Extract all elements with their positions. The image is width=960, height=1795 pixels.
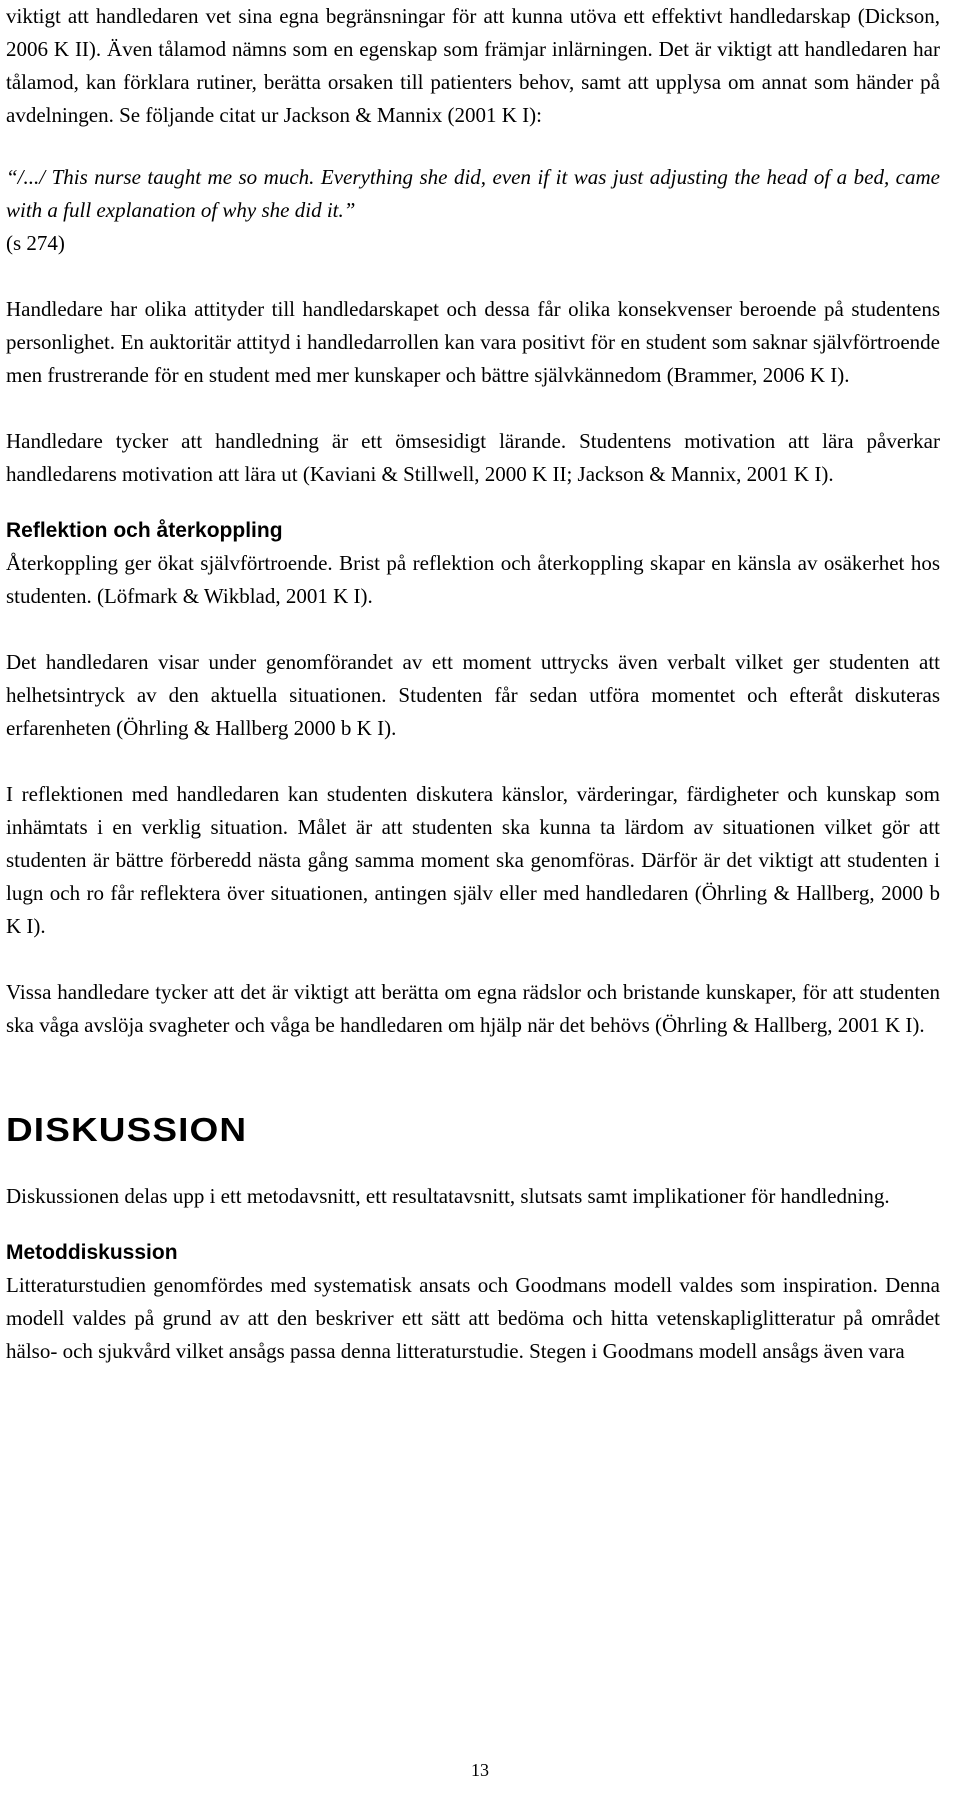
body-paragraph: I reflektionen med handledaren kan studenten diskutera känslor, värderingar, färdigheter och kunskap som inhämtats i en verklig situation. Målet är att studenten ska kunna ta lärdom av situationen vilket gör att studenten är bättre förberedd nästa gång samma moment ska genomföras. Därför är det viktigt att studenten i lugn och ro får reflektera över situationen, antingen själv eller med handledaren (Öhrling & Hallberg, 2000 b K I).	[6, 782, 940, 938]
page-number: 13	[471, 1760, 489, 1780]
section-heading-reflektion: Reflektion och återkoppling	[6, 519, 283, 542]
block-quote: “/.../ This nurse taught me so much. Everything she did, even if it was just adjusting the head of a bed, came with a full explanation of why she did it.”	[6, 165, 940, 222]
body-paragraph: Återkoppling ger ökat självförtroende. Brist på reflektion och återkoppling skapar en känsla av osäkerhet hos studenten. (Löfmark & Wikblad, 2001 K I).	[6, 551, 940, 608]
body-paragraph: Det handledaren visar under genomförandet av ett moment uttrycks även verbalt vilket ger studenten att helhetsintryck av den aktuella situationen. Studenten får sedan utföra momentet och efteråt diskuteras erfarenheten (Öhrling & Hallberg 2000 b K I).	[6, 650, 940, 740]
document-page	[6, 0, 940, 1368]
section-heading-metoddiskussion: Metoddiskussion	[6, 1241, 178, 1264]
body-paragraph: Vissa handledare tycker att det är viktigt att berätta om egna rädslor och bristande kunskaper, för att studenten ska våga avslöja svagheter och våga be handledaren om hjälp när det behövs (Öhrling & Hallberg, 2001 K I).	[6, 980, 940, 1037]
quote-reference: (s 274)	[6, 231, 65, 255]
body-paragraph: Handledare har olika attityder till handledarskapet och dessa får olika konsekvenser beroende på studentens personlighet. En auktoritär attityd i handledarrollen kan vara positivt för en student som saknar självförtroende men frustrerande för en student med mer kunskaper och bättre självkännedom (Brammer, 2006 K I).	[6, 297, 940, 387]
body-paragraph: Diskussionen delas upp i ett metodavsnitt, ett resultatavsnitt, slutsats samt implikationer för handledning.	[6, 1184, 890, 1208]
chapter-heading-diskussion: DISKUSSION	[6, 1111, 248, 1148]
body-paragraph: Litteraturstudien genomfördes med systematisk ansats och Goodmans modell valdes som inspiration. Denna modell valdes på grund av att den beskriver ett sätt att bedöma och hitta vetenskapliglitteratur på området hälso- och sjukvård vilket ansågs passa denna litteraturstudie. Stegen i Goodmans modell ansågs även vara	[6, 1273, 940, 1363]
body-paragraph: viktigt att handledaren vet sina egna begränsningar för att kunna utöva ett effektivt handledarskap (Dickson, 2006 K II). Även tålamod nämns som en egenskap som främjar inlärningen. Det är viktigt att handledaren har tålamod, kan förklara rutiner, berätta orsaken till patienters behov, samt att upplysa om annat som händer på avdelningen. Se följande citat ur Jackson & Mannix (2001 K I):	[6, 4, 940, 127]
body-paragraph: Handledare tycker att handledning är ett ömsesidigt lärande. Studentens motivation att lära påverkar handledarens motivation att lära ut (Kaviani & Stillwell, 2000 K II; Jackson & Mannix, 2001 K I).	[6, 429, 940, 486]
